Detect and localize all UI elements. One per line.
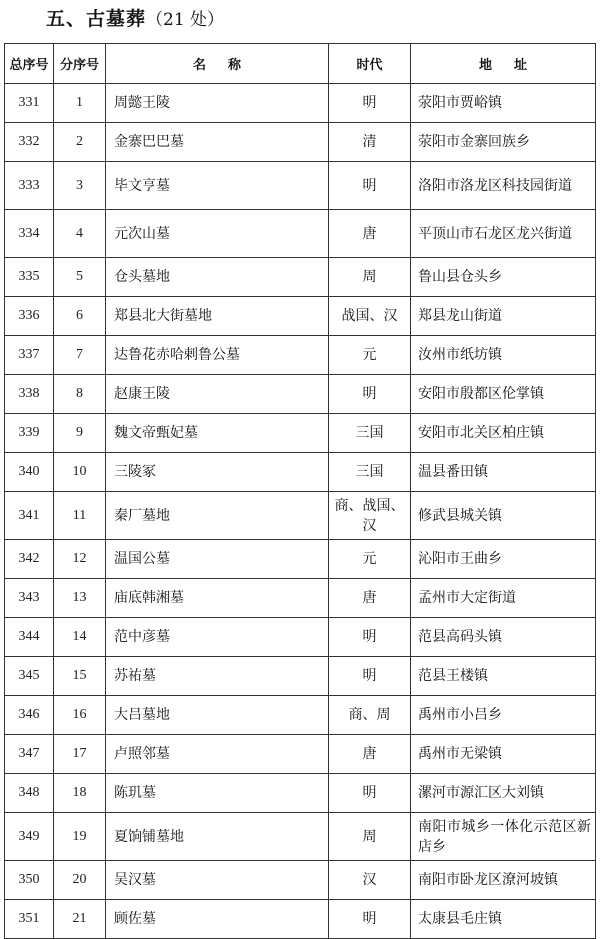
address-cell: 南阳市城乡一体化示范区新店乡	[411, 813, 596, 861]
era-cell: 元	[329, 540, 411, 579]
name-cell: 陈玑墓	[106, 774, 329, 813]
total-number-cell: 346	[5, 696, 54, 735]
column-header-era: 时代	[329, 44, 411, 84]
table-row	[5, 258, 596, 297]
table-row	[5, 900, 596, 939]
total-number-cell: 342	[5, 540, 54, 579]
sub-number-cell: 2	[54, 123, 106, 162]
sub-number-cell: 7	[54, 336, 106, 375]
era-cell: 商、战国、汉	[329, 492, 411, 540]
era-cell: 周	[329, 813, 411, 861]
total-number-cell: 350	[5, 861, 54, 900]
address-cell: 沁阳市王曲乡	[411, 540, 596, 579]
total-number-cell: 333	[5, 162, 54, 210]
table-row	[5, 375, 596, 414]
total-number-cell: 334	[5, 210, 54, 258]
table-row	[5, 414, 596, 453]
address-cell: 郑县龙山街道	[411, 297, 596, 336]
table-row	[5, 696, 596, 735]
table-row	[5, 813, 596, 861]
name-cell: 范中彦墓	[106, 618, 329, 657]
address-cell: 温县番田镇	[411, 453, 596, 492]
name-cell: 毕文亨墓	[106, 162, 329, 210]
section-heading	[46, 4, 224, 34]
name-cell: 顾佐墓	[106, 900, 329, 939]
era-cell: 唐	[329, 735, 411, 774]
address-cell: 漯河市源汇区大刘镇	[411, 774, 596, 813]
address-cell: 禹州市小吕乡	[411, 696, 596, 735]
total-number-cell: 332	[5, 123, 54, 162]
name-cell: 苏祐墓	[106, 657, 329, 696]
sub-number-cell: 15	[54, 657, 106, 696]
era-cell: 明	[329, 900, 411, 939]
total-number-cell: 339	[5, 414, 54, 453]
era-cell: 明	[329, 84, 411, 123]
address-cell: 范县王楼镇	[411, 657, 596, 696]
total-number-cell: 335	[5, 258, 54, 297]
era-cell: 周	[329, 258, 411, 297]
era-cell: 商、周	[329, 696, 411, 735]
sub-number-cell: 19	[54, 813, 106, 861]
name-cell: 三陵冢	[106, 453, 329, 492]
table-row	[5, 492, 596, 540]
total-number-cell: 340	[5, 453, 54, 492]
sub-number-cell: 20	[54, 861, 106, 900]
address-cell: 洛阳市洛龙区科技园街道	[411, 162, 596, 210]
section-title: 五、古墓葬	[46, 8, 147, 30]
column-header-total-number: 总序号	[5, 44, 54, 84]
column-header-name: 名称	[106, 44, 329, 84]
name-cell: 卢照邻墓	[106, 735, 329, 774]
name-cell: 夏饷铺墓地	[106, 813, 329, 861]
sub-number-cell: 11	[54, 492, 106, 540]
name-cell: 秦厂墓地	[106, 492, 329, 540]
era-cell: 明	[329, 657, 411, 696]
table-row	[5, 162, 596, 210]
name-cell: 元次山墓	[106, 210, 329, 258]
era-cell: 三国	[329, 453, 411, 492]
total-number-cell: 338	[5, 375, 54, 414]
sub-number-cell: 17	[54, 735, 106, 774]
sub-number-cell: 4	[54, 210, 106, 258]
total-number-cell: 336	[5, 297, 54, 336]
address-cell: 荥阳市贾峪镇	[411, 84, 596, 123]
table-row	[5, 297, 596, 336]
sub-number-cell: 8	[54, 375, 106, 414]
sub-number-cell: 9	[54, 414, 106, 453]
era-cell: 唐	[329, 210, 411, 258]
address-cell: 荥阳市金寨回族乡	[411, 123, 596, 162]
total-number-cell: 337	[5, 336, 54, 375]
column-header-address: 地址	[411, 44, 596, 84]
era-cell: 明	[329, 618, 411, 657]
name-cell: 庙底韩湘墓	[106, 579, 329, 618]
sub-number-cell: 21	[54, 900, 106, 939]
table-row	[5, 84, 596, 123]
table-row	[5, 579, 596, 618]
name-cell: 温国公墓	[106, 540, 329, 579]
era-cell: 清	[329, 123, 411, 162]
name-cell: 赵康王陵	[106, 375, 329, 414]
era-cell: 明	[329, 375, 411, 414]
name-cell: 金寨巴巴墓	[106, 123, 329, 162]
sub-number-cell: 10	[54, 453, 106, 492]
table-header	[5, 44, 596, 84]
total-number-cell: 347	[5, 735, 54, 774]
address-cell: 修武县城关镇	[411, 492, 596, 540]
sub-number-cell: 13	[54, 579, 106, 618]
address-cell: 范县高码头镇	[411, 618, 596, 657]
address-cell: 汝州市纸坊镇	[411, 336, 596, 375]
era-cell: 唐	[329, 579, 411, 618]
era-cell: 汉	[329, 861, 411, 900]
sub-number-cell: 16	[54, 696, 106, 735]
total-number-cell: 348	[5, 774, 54, 813]
sub-number-cell: 18	[54, 774, 106, 813]
total-number-cell: 343	[5, 579, 54, 618]
table-row	[5, 210, 596, 258]
table-row	[5, 618, 596, 657]
sub-number-cell: 5	[54, 258, 106, 297]
era-cell: 明	[329, 774, 411, 813]
address-cell: 安阳市殷都区伦掌镇	[411, 375, 596, 414]
address-cell: 南阳市卧龙区潦河坡镇	[411, 861, 596, 900]
name-cell: 魏文帝甄妃墓	[106, 414, 329, 453]
total-number-cell: 345	[5, 657, 54, 696]
address-cell: 平顶山市石龙区龙兴街道	[411, 210, 596, 258]
name-cell: 吴汉墓	[106, 861, 329, 900]
total-number-cell: 331	[5, 84, 54, 123]
table-row	[5, 336, 596, 375]
sub-number-cell: 12	[54, 540, 106, 579]
total-number-cell: 351	[5, 900, 54, 939]
name-cell: 大吕墓地	[106, 696, 329, 735]
name-cell: 达鲁花赤哈剌鲁公墓	[106, 336, 329, 375]
total-number-cell: 349	[5, 813, 54, 861]
table-row	[5, 774, 596, 813]
total-number-cell: 344	[5, 618, 54, 657]
name-cell: 郑县北大街墓地	[106, 297, 329, 336]
address-cell: 太康县毛庄镇	[411, 900, 596, 939]
table-body	[5, 84, 596, 939]
table-row	[5, 861, 596, 900]
heritage-table	[4, 43, 596, 939]
era-cell: 元	[329, 336, 411, 375]
table-row	[5, 657, 596, 696]
name-cell: 周懿王陵	[106, 84, 329, 123]
table-row	[5, 735, 596, 774]
sub-number-cell: 6	[54, 297, 106, 336]
section-count: （21 处）	[146, 10, 225, 30]
era-cell: 三国	[329, 414, 411, 453]
column-header-sub-number: 分序号	[54, 44, 106, 84]
sub-number-cell: 1	[54, 84, 106, 123]
address-cell: 孟州市大定街道	[411, 579, 596, 618]
era-cell: 战国、汉	[329, 297, 411, 336]
address-cell: 禹州市无梁镇	[411, 735, 596, 774]
total-number-cell: 341	[5, 492, 54, 540]
table-row	[5, 453, 596, 492]
table-row	[5, 123, 596, 162]
table-row	[5, 540, 596, 579]
sub-number-cell: 14	[54, 618, 106, 657]
address-cell: 安阳市北关区柏庄镇	[411, 414, 596, 453]
address-cell: 鲁山县仓头乡	[411, 258, 596, 297]
name-cell: 仓头墓地	[106, 258, 329, 297]
sub-number-cell: 3	[54, 162, 106, 210]
era-cell: 明	[329, 162, 411, 210]
